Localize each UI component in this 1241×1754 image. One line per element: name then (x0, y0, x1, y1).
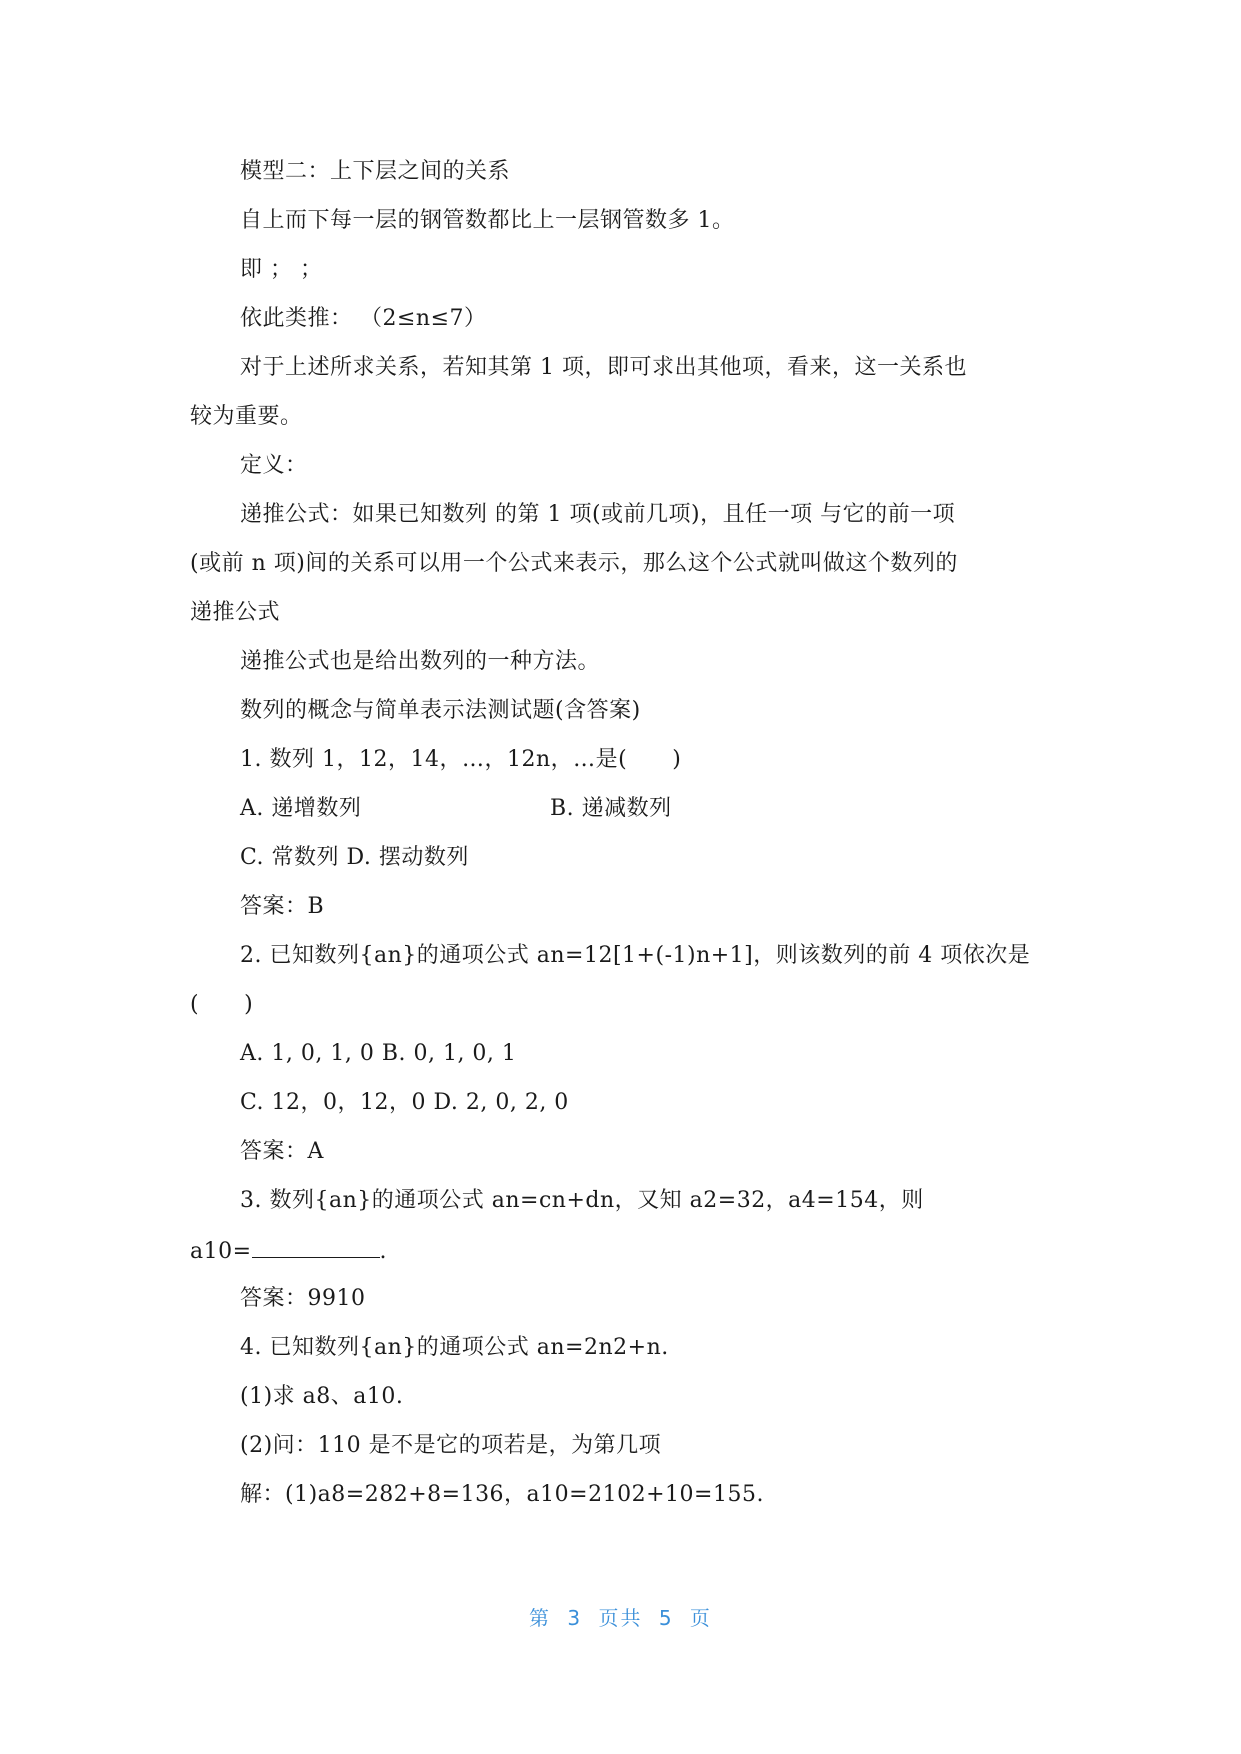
question-3-fill (190, 1235, 387, 1267)
answer-1: 答案：B (240, 894, 325, 919)
answer-2: 答案：A (240, 1139, 324, 1164)
fill-prefix: a10= (190, 1239, 252, 1264)
solution-line: 解：(1)a8=282+8=136，a10=2102+10=155. (240, 1482, 764, 1507)
test-title: 数列的概念与简单表示法测试题(含答案) (240, 698, 641, 723)
options-a-b: A. 1, 0, 1, 0 B. 0, 1, 0, 1 (240, 1041, 517, 1066)
options-c-d: C. 常数列 D. 摆动数列 (240, 845, 469, 870)
paragraph-line: 即 ； ； (240, 257, 323, 282)
paragraph-line: 自上而下每一层的钢管数都比上一层钢管数多 1。 (240, 208, 735, 233)
paragraph-line: 递推公式：如果已知数列 的第 1 项(或前几项)，且任一项 与它的前一项 (240, 502, 956, 527)
paragraph-line: 递推公式也是给出数列的一种方法。 (240, 649, 601, 674)
question-4: 4. 已知数列{an}的通项公式 an=2n2+n. (240, 1335, 669, 1360)
paragraph-line: 对于上述所求关系，若知其第 1 项，即可求出其他项，看来，这一关系也 (240, 355, 967, 380)
option-a: A. 递增数列 (240, 796, 362, 821)
option-b: B. 递减数列 (550, 796, 672, 821)
paragraph-line: 依此类推： （2≤n≤7） (240, 306, 487, 331)
model-two-heading: 模型二：上下层之间的关系 (240, 159, 511, 184)
answer-3: 答案：9910 (240, 1286, 366, 1311)
question-3: 3. 数列{an}的通项公式 an=cn+dn，又知 a2=32，a4=154，则 (240, 1188, 924, 1213)
fill-suffix: . (379, 1239, 388, 1264)
paragraph-line: 较为重要。 (190, 404, 303, 429)
question-1: 1. 数列 1，12，14，…，12n，…是( ) (240, 747, 682, 772)
fill-blank (252, 1235, 380, 1258)
question-4-part-2: (2)问：110 是不是它的项若是，为第几项 (240, 1433, 662, 1458)
question-2-blank: ( ) (190, 992, 254, 1017)
question-2: 2. 已知数列{an}的通项公式 an=12[1+(-1)n+1]，则该数列的前 4 项依次是 (240, 943, 1031, 968)
paragraph-line: 递推公式 (190, 600, 281, 625)
paragraph-line: (或前 n 项)间的关系可以用一个公式来表示，那么这个公式就叫做这个数列的 (190, 551, 958, 576)
question-4-part-1: (1)求 a8、a10. (240, 1384, 404, 1409)
definition-heading: 定义： (240, 453, 308, 478)
page-number-footer: 第 3 页共 5 页 (529, 1606, 712, 1630)
options-c-d: C. 12，0，12，0 D. 2, 0, 2, 0 (240, 1090, 569, 1115)
